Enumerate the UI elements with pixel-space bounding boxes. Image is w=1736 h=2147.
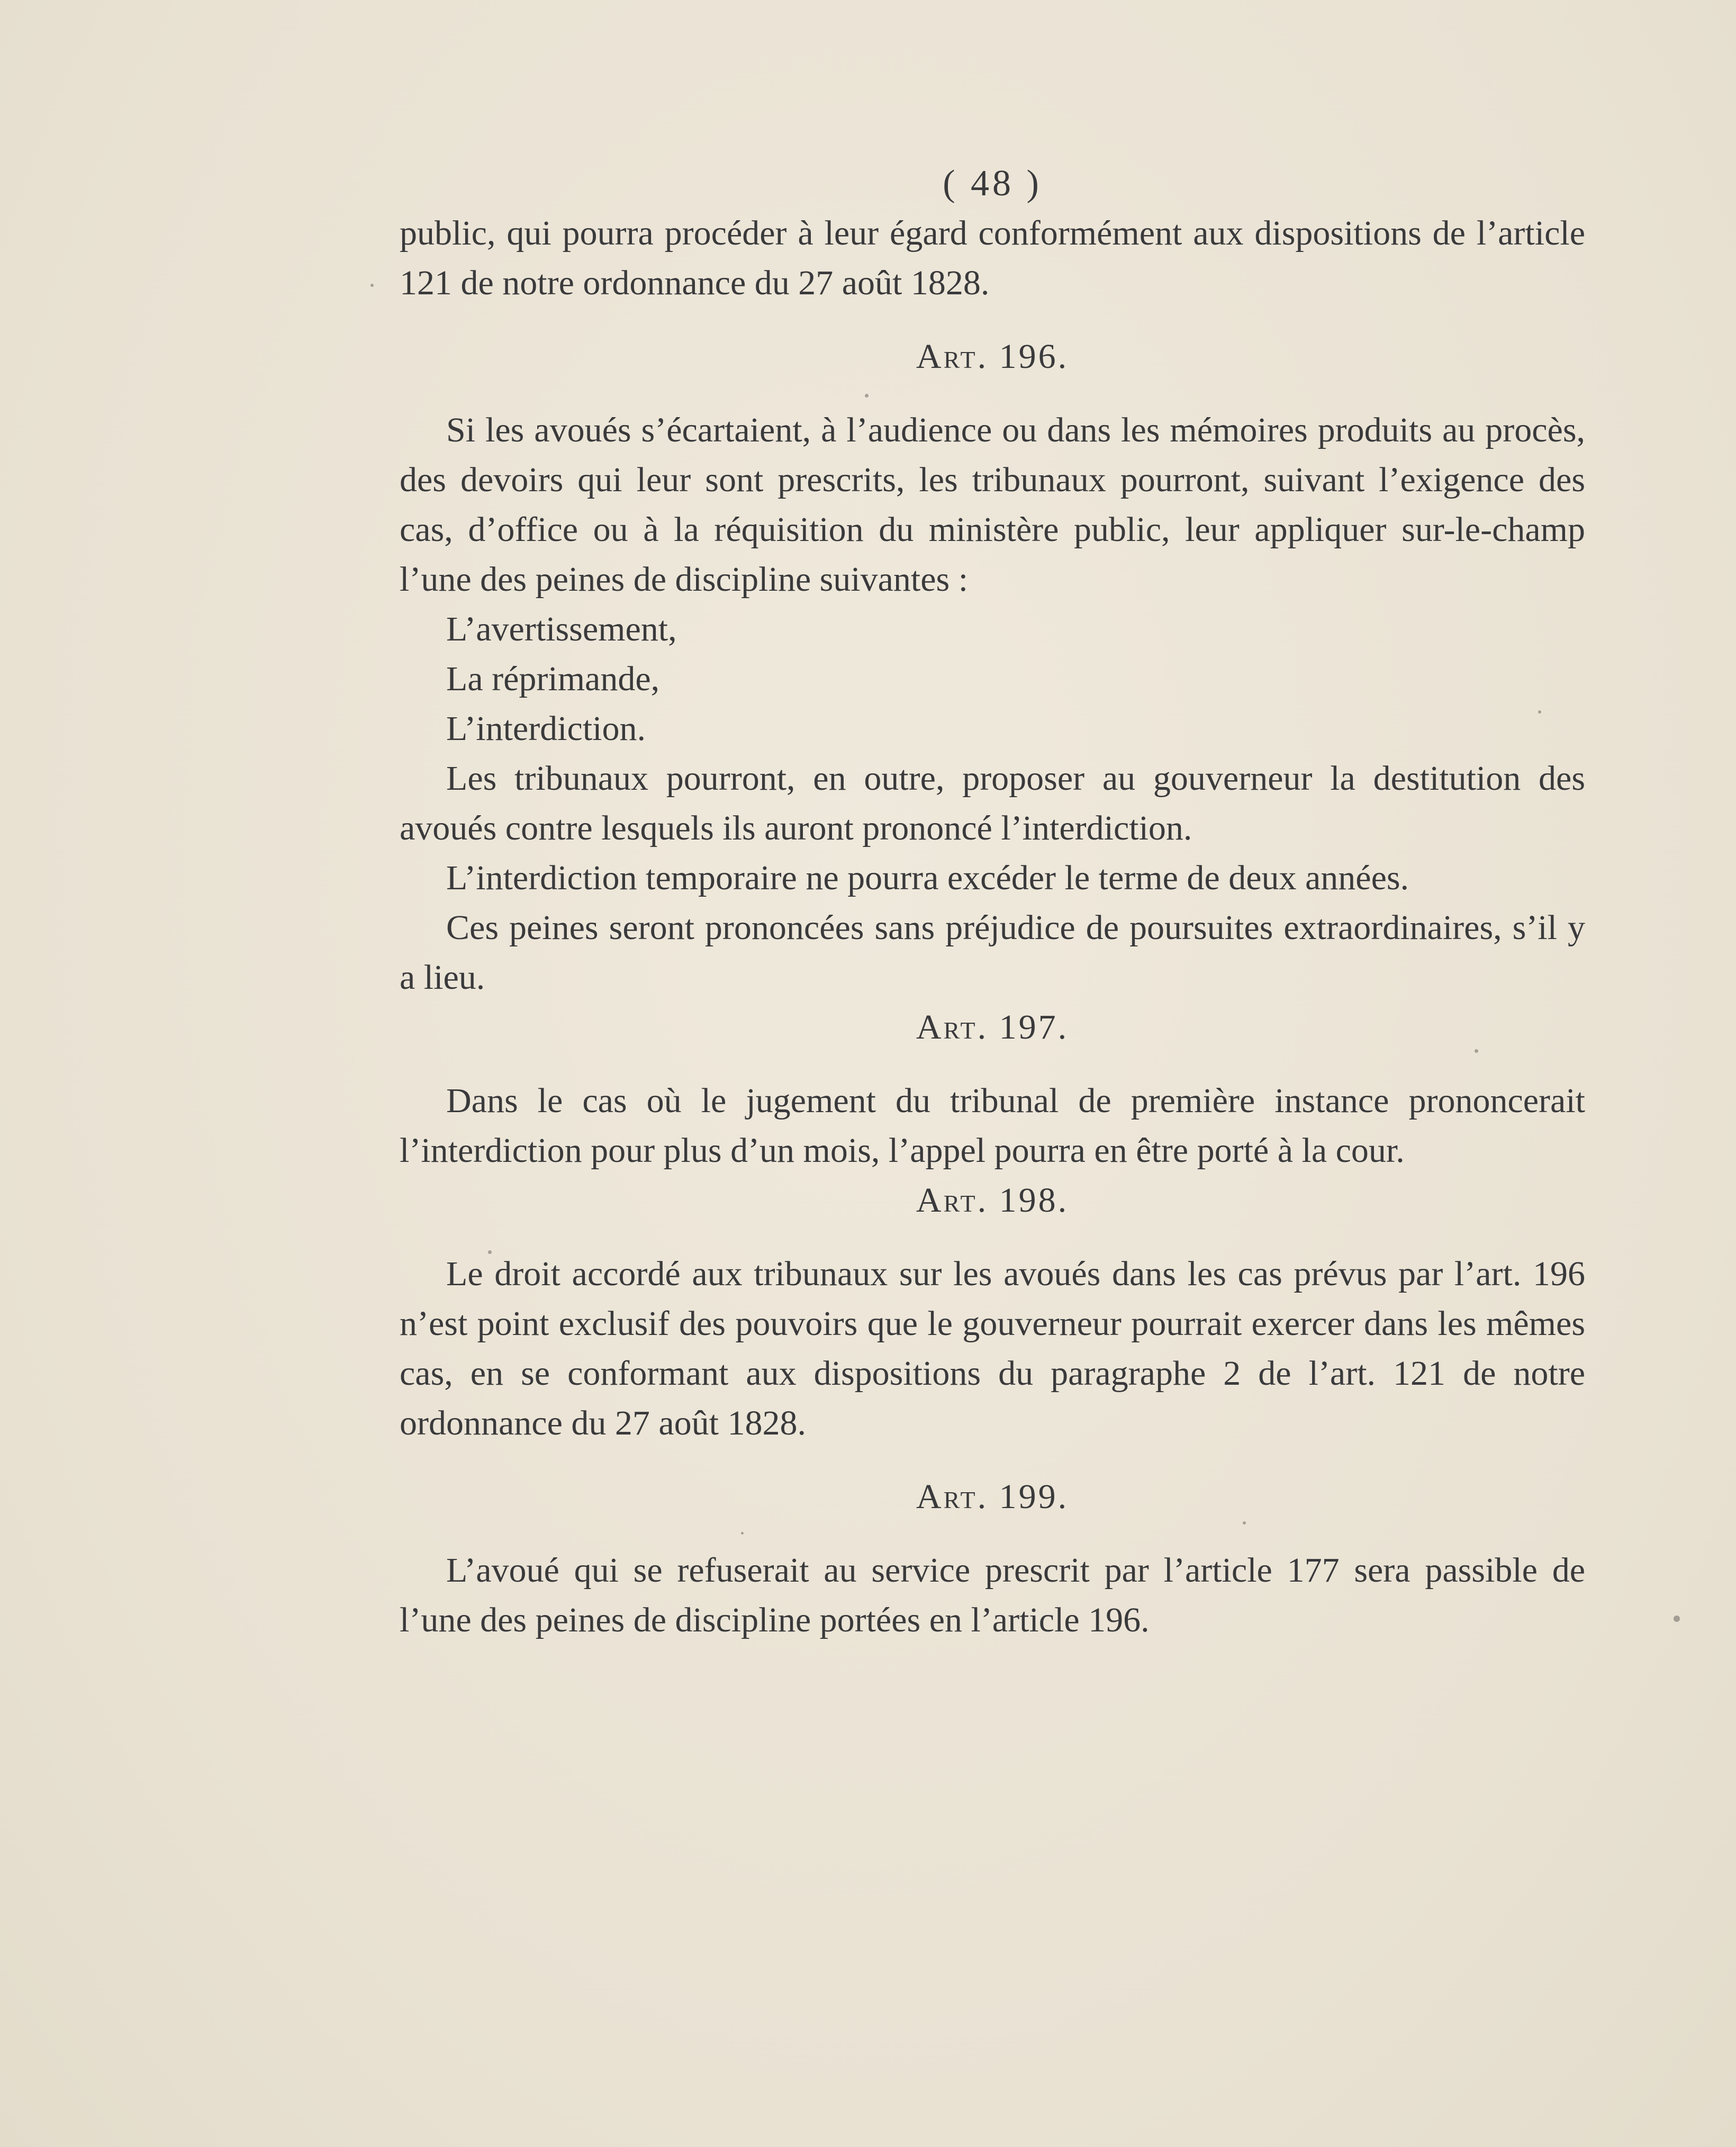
page-number: ( 48 )	[943, 163, 1042, 204]
paper-speck	[1475, 1049, 1478, 1053]
paragraph-article-199: L’avoué qui se refuserait au service prescrit par l’article 177 sera passible de l’une des peines de discipline portées en l’article 196.	[400, 1551, 1585, 1639]
paragraph-continuation: public, qui pourra procéder à leur égard conformément aux dispositions de l’article 121 de notre ordonnance du 27 août 1828.	[400, 214, 1585, 302]
paragraph-article-197: Dans le cas où le jugement du tribunal de première instance prononcerait l’interdiction pour plus d’un mois, l’appel pourra en être porté à la cour.	[400, 1081, 1585, 1170]
paper-speck	[1674, 1616, 1680, 1622]
page-text	[400, 159, 1585, 1645]
list-item-reprimande: La réprimande,	[446, 660, 660, 698]
paper-speck	[1538, 710, 1541, 714]
paper-speck	[741, 1532, 744, 1535]
list-item-interdiction: L’interdiction.	[446, 709, 646, 748]
article-heading-196: Art. 196.	[916, 337, 1069, 376]
article-heading-199: Art. 199.	[916, 1477, 1069, 1516]
paper-speck	[488, 1250, 492, 1254]
paragraph-article-198: Le droit accordé aux tribunaux sur les avoués dans les cas prévus par l’art. 196 n’est point exclusif des pouvoirs que le gouverneur pourrait exercer dans les mêmes cas, en se conformant aux dispositions du paragraphe 2 de l’art. 121 de notre ordonnance du 27 août 1828.	[400, 1255, 1585, 1442]
paragraph-peines: Ces peines seront prononcées sans préjudice de poursuites extraordinaires, s’il y a lieu.	[400, 908, 1585, 997]
paragraph-article-196: Si les avoués s’écartaient, à l’audience ou dans les mémoires produits au procès, des devoirs qui leur sont prescrits, les tribunaux pourront, suivant l’exigence des cas, d’office ou à la réquisition du ministère public, leur appliquer sur-le-champ l’une des peines de discipline suivantes :	[400, 411, 1585, 599]
article-heading-197: Art. 197.	[916, 1008, 1069, 1047]
paper-speck	[1243, 1521, 1246, 1524]
list-item-avertissement: L’avertissement,	[446, 610, 677, 648]
paragraph-interdiction-temporaire: L’interdiction temporaire ne pourra excéder le terme de deux années.	[446, 859, 1409, 897]
article-heading-198: Art. 198.	[916, 1181, 1069, 1220]
paper-speck	[370, 284, 374, 287]
paragraph-destitution: Les tribunaux pourront, en outre, proposer au gouverneur la destitution des avoués contre lesquels ils auront prononcé l’interdiction.	[400, 759, 1585, 847]
paper-speck	[865, 394, 869, 398]
